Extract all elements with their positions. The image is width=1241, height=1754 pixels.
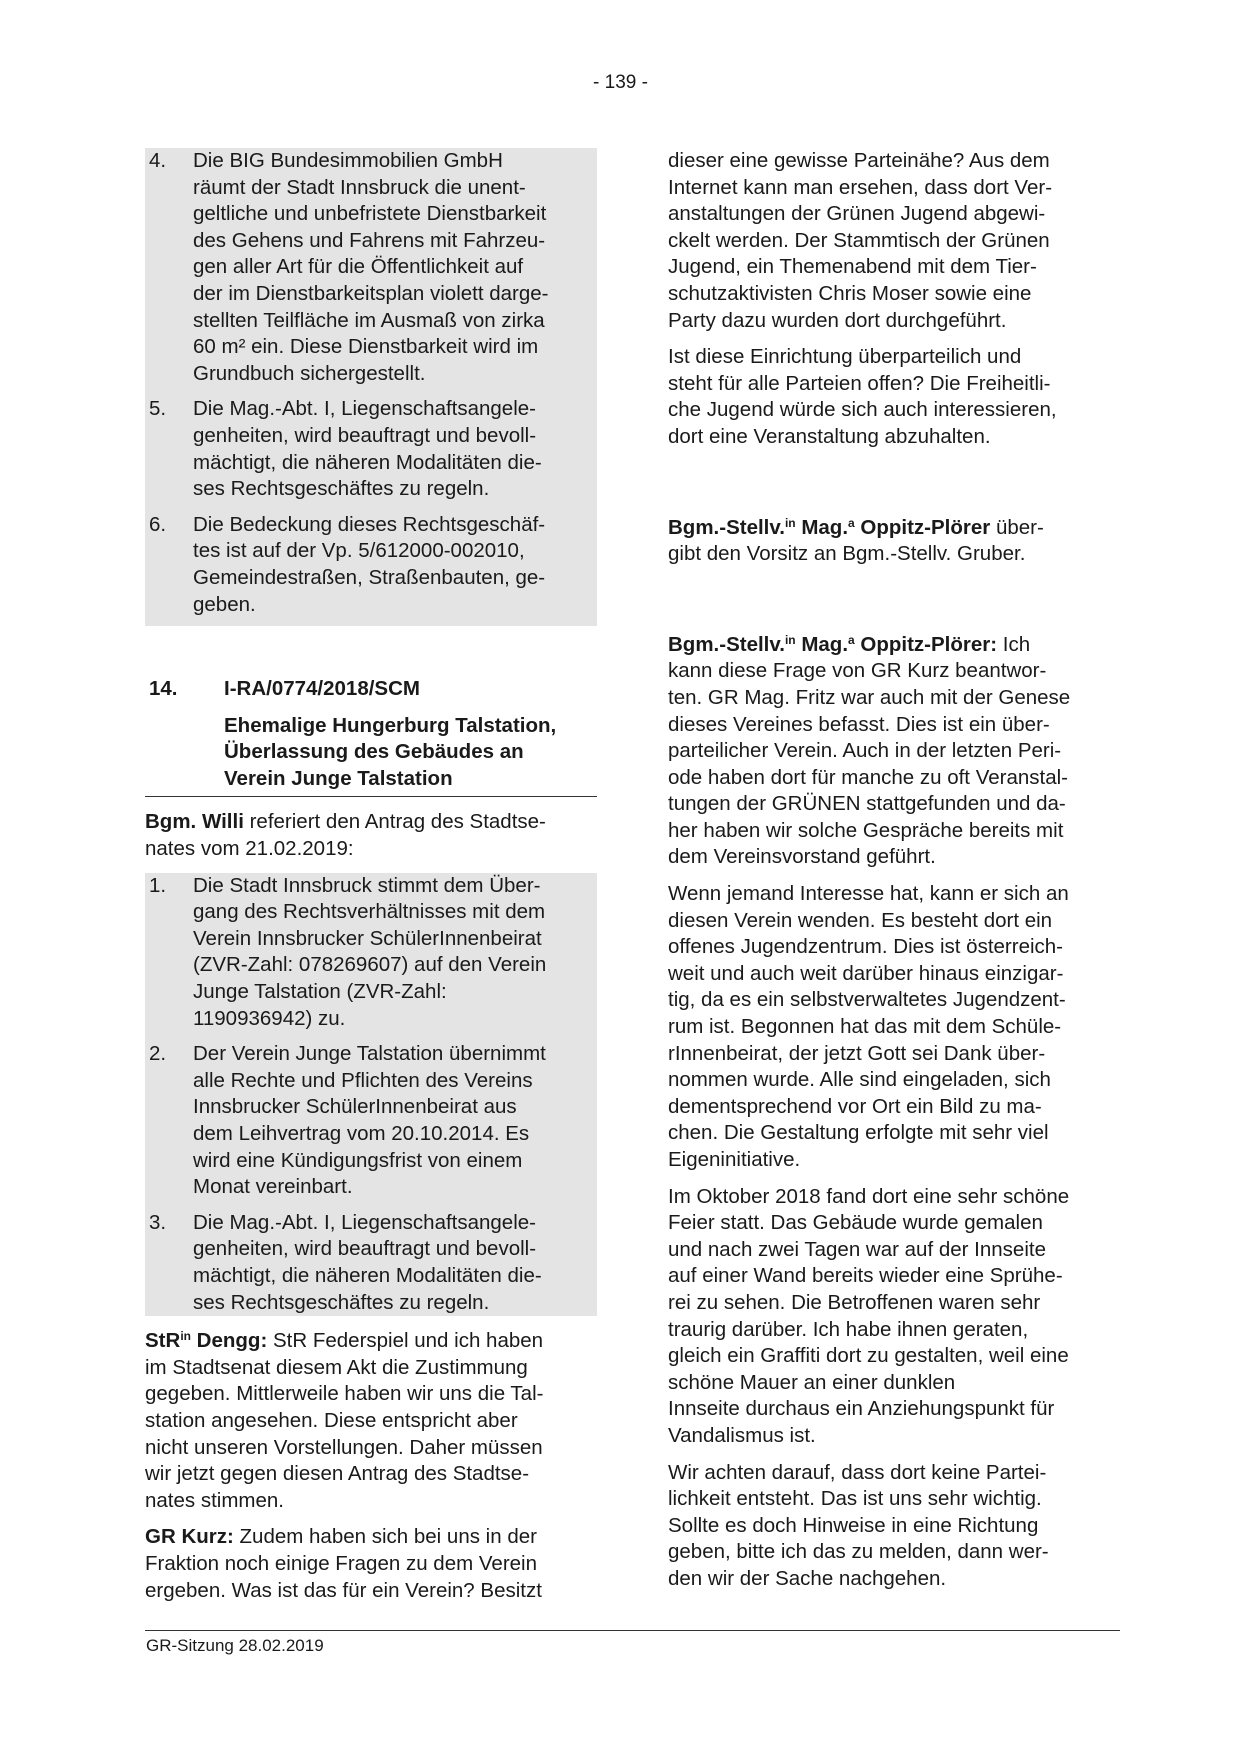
spacer (668, 461, 1120, 515)
list-item-text: Die Mag.-Abt. I, Liegenschaftsangele- genheiten, wird beauftragt und bevoll- mächtigt, die näheren Modalitäten die- ses Rechtsgeschäftes zu regeln. (193, 397, 542, 501)
list-item (145, 1041, 597, 1201)
speaker-name: StR$^{in}$ Dengg: (145, 1329, 268, 1353)
statement-kurz: GR Kurz: Zudem haben sich bei uns in der Fraktion noch einige Fragen zu dem Verein ergeben. Was ist das für ein Verein? Besitzt (145, 1525, 542, 1602)
speaker-name: Bgm.-Stellv.$^{in}$ Mag.$^a$ Oppitz-Plörer (668, 515, 991, 539)
statement-oppitz: Bgm.-Stellv.$^{in}$ Mag.$^a$ Oppitz-Plörer: Ich kann diese Frage von GR Kurz beantwor- ten. GR Mag. Fritz war auch mit der Genese dieses Vereines befasst. Dies ist ein über- parteilicher Verein. Auch in der letzten Peri- ode haben dort für manche zu oft Veranstal- tungen der GRÜNEN stattgefunden und da- her haben wir solche Gespräche bereits mit dem Vereinsvorstand geführt. (668, 632, 1071, 869)
agenda-item-title: Ehemalige Hungerburg Talstation, Überlassung des Gebäudes an Verein Junge Talstation (224, 713, 557, 790)
statement-oppitz-chair: Bgm.-Stellv.$^{in}$ Mag.$^a$ Oppitz-Plörer über- gibt den Vorsitz an Bgm.-Stellv. Gruber. (668, 515, 1044, 566)
list-item (145, 396, 597, 502)
footer-session: GR-Sitzung 28.02.2019 (146, 1636, 324, 1655)
list-item (145, 148, 597, 387)
agenda-item-code: I-RA/0774/2018/SCM (224, 677, 420, 701)
speaker-name: Bgm.-Stellv.$^{in}$ Mag.$^a$ Oppitz-Plörer: (668, 632, 998, 656)
list-item-text: Die Mag.-Abt. I, Liegenschaftsangele- genheiten, wird beauftragt und bevoll- mächtigt, die näheren Modalitäten die- ses Rechtsgeschäftes zu regeln. (193, 1210, 542, 1314)
resolution-list-continued (145, 148, 597, 626)
list-item-text: Die Bedeckung dieses Rechtsgeschäf- tes ist auf der Vp. 5/612000-002010, Gemeindestraßen, Straßenbauten, ge- geben. (193, 512, 546, 616)
paragraph: Ist diese Einrichtung überparteilich und steht für alle Parteien offen? Die Freiheitli- che Jugend würde sich auch interessieren, dort eine Veranstaltung abzuhalten. (668, 345, 1057, 448)
spacer (668, 578, 1120, 632)
list-item-number: 1. (149, 873, 167, 897)
footer-divider (145, 1630, 1120, 1631)
resolution-list (145, 873, 597, 1317)
speaker-name: Bgm. Willi (145, 810, 244, 834)
list-item-number: 3. (149, 1210, 167, 1234)
right-column (668, 148, 1120, 1603)
page-number: - 139 - (593, 72, 648, 93)
list-item (145, 873, 597, 1033)
agenda-item-number: 14. (149, 677, 178, 701)
left-column (145, 148, 597, 1614)
list-item-number: 5. (149, 397, 167, 421)
list-item-number: 2. (149, 1042, 167, 1066)
list-item-text: Die Stadt Innsbruck stimmt dem Über- gang des Rechtsverhältnisses mit dem Verein Innsbrucker SchülerInnenbeirat (ZVR-Zahl: 078269607) auf den Verein Junge Talstation (ZVR-Zahl: 1190936942) zu. (193, 873, 547, 1030)
agenda-item-heading (145, 676, 597, 703)
list-item-text: Die BIG Bundesimmobilien GmbH räumt der Stadt Innsbruck die unent- geltliche und unbefristete Dienstbarkeit des Gehens und Fahrens mit Fahrzeu- gen aller Art für die Öffentlichkeit auf der im Dienstbarkeitsplan violett darge- stellten Teilfläche im Ausmaß von zirka 60 m² ein. Diese Dienstbarkeit wird im Grundbuch sichergestellt. (193, 149, 549, 385)
list-item-number: 4. (149, 149, 167, 172)
speaker-name: GR Kurz: (145, 1525, 234, 1549)
paragraph: dieser eine gewisse Parteinähe? Aus dem Internet kann man ersehen, dass dort Ver- anstaltungen der Grünen Jugend abgewi- ckelt werden. Der Stammtisch der Grünen Jugend, ein Themenabend mit dem Tier- schutzaktivisten Chris Moser sowie eine Party dazu wurden dort durchgeführt. (668, 149, 1053, 332)
list-item-text: Der Verein Junge Talstation übernimmt alle Rechte und Pflichten des Vereins Innsbrucker SchülerInnenbeirat aus dem Leihvertrag vom 20.10.2014. Es wird eine Kündigungsfrist von einem Monat vereinbart. (193, 1042, 546, 1199)
list-item-number: 6. (149, 512, 167, 536)
intro-paragraph: Bgm. Willi referiert den Antrag des Stadtse- nates vom 21.02.2019: (145, 810, 546, 861)
list-item (145, 512, 597, 618)
list-item (145, 1210, 597, 1316)
statement-dengg: StR$^{in}$ Dengg: StR Federspiel und ich haben im Stadtsenat diesem Akt die Zustimmung gegeben. Mittlerweile haben wir uns die Tal- station angesehen. Diese entspricht aber nicht unseren Vorstellungen. Daher müssen wir jetzt gegen diesen Antrag des Stadtse- nates stimmen. (145, 1329, 544, 1512)
title-divider (145, 796, 597, 797)
paragraph: Im Oktober 2018 fand dort eine sehr schöne Feier statt. Das Gebäude wurde gemalen und nach zwei Tagen war auf der Innseite auf einer Wand bereits wieder eine Sprühe- rei zu sehen. Die Betroffenen waren sehr traurig darüber. Ich habe ihnen geraten, gleich ein Graffiti dort zu gestalten, weil eine schöne Mauer an einer dunklen Innseite durchaus ein Anziehungspunkt für Vandalismus ist. (668, 1184, 1070, 1447)
paragraph: Wenn jemand Interesse hat, kann er sich an diesen Verein wenden. Es besteht dort ein offenes Jugendzentrum. Dies ist österreich- weit und auch weit darüber hinaus einzigar- tig, da es ein selbstverwaltetes Jugendzent- rum ist. Begonnen hat das mit dem Schüle- rInnenbeirat, der jetzt Gott sei Dank über- nommen wurde. Alle sind eingeladen, sich dementsprechend vor Ort ein Bild zu ma- chen. Die Gestaltung erfolgte mit sehr viel Eigeninitiative. (668, 882, 1069, 1171)
paragraph: Wir achten darauf, dass dort keine Partei- lichkeit entsteht. Das ist uns sehr wichtig. Sollte es doch Hinweise in eine Richtung geben, bitte ich das zu melden, dann wer- den wir der Sache nachgehen. (668, 1460, 1049, 1590)
